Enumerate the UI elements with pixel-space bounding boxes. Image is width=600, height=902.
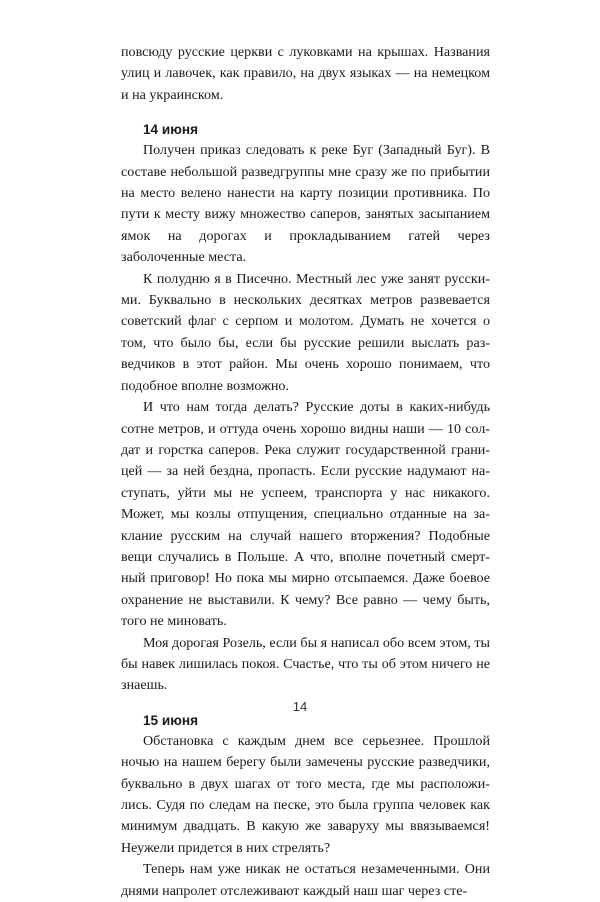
intro-paragraph: повсюду русские церкви с луковками на крышах. Названия улиц и лавочек, как правило, на двух языках — на немецком и на украинском. — [121, 44, 490, 103]
entry-paragraph: Теперь нам уже никак не остаться незамеченными. Они днями напролет отслеживают каждый наш шаг через сте- — [121, 861, 490, 899]
entry-paragraph: К полудню я в Писечно. Местный лес уже занят русскими. Буквально в нескольких десятках метров развевается советский флаг с серпом и молотом. Думать не хочется о том, что было бы, если бы русские решили выслать разведчиков в этот район. Мы очень хорошо понимаем, что подобное вполне возможно. — [121, 270, 490, 394]
entry-date-heading: 14 июня — [143, 122, 199, 138]
entry-paragraph: Обстановка с каждым днем все серьезнее. Прошлой ночью на нашем берегу были замечены русские разведчики, буквально в двух шагах от того места, где мы расположились. Судя по следам на песке, это была группа человек как минимум двадцать. В какую же заваруху мы ввязываемся! Неужели придется в них стрелять? — [121, 732, 490, 856]
page-body — [121, 42, 490, 902]
entry-paragraph: Моя дорогая Розель, если бы я написал обо всем этом, ты бы навек лишилась покоя. Счастье, что ты об этом ничего не знаешь. — [121, 634, 490, 694]
page-number: 14 — [292, 699, 308, 714]
entry-date-heading: 15 июня — [143, 712, 199, 728]
entry-paragraph: Получен приказ следовать к реке Буг (Западный Буг). В составе небольшой разведгруппы мне сразу же по прибытии на место велено нанести на карту позиции противника. По пути к месту вижу множество саперов, занятых засыпанием ямок на дорогах и прокладыванием гатей через заболоченные места. — [121, 142, 490, 266]
entry-paragraph: И что нам тогда делать? Русские доты в каких-нибудь сотне метров, и оттуда очень хорошо видны наши — 10 солдат и горстка саперов. Река служит государственной границей — за ней бездна, пропасть. Если русские надумают наступать, уйти мы не успеем, транспорта у нас никакого. Может, мы козлы отпущения, специально отданные на заклание русским на случай нашего вторжения? Подобные вещи случались в Польше. А что, вполне почетный смертный приговор! Но пока мы мирно отсыпаемся. Даже боевое охранение не выставили. К чему? Все равно — чему быть, того не миновать. — [121, 399, 490, 630]
